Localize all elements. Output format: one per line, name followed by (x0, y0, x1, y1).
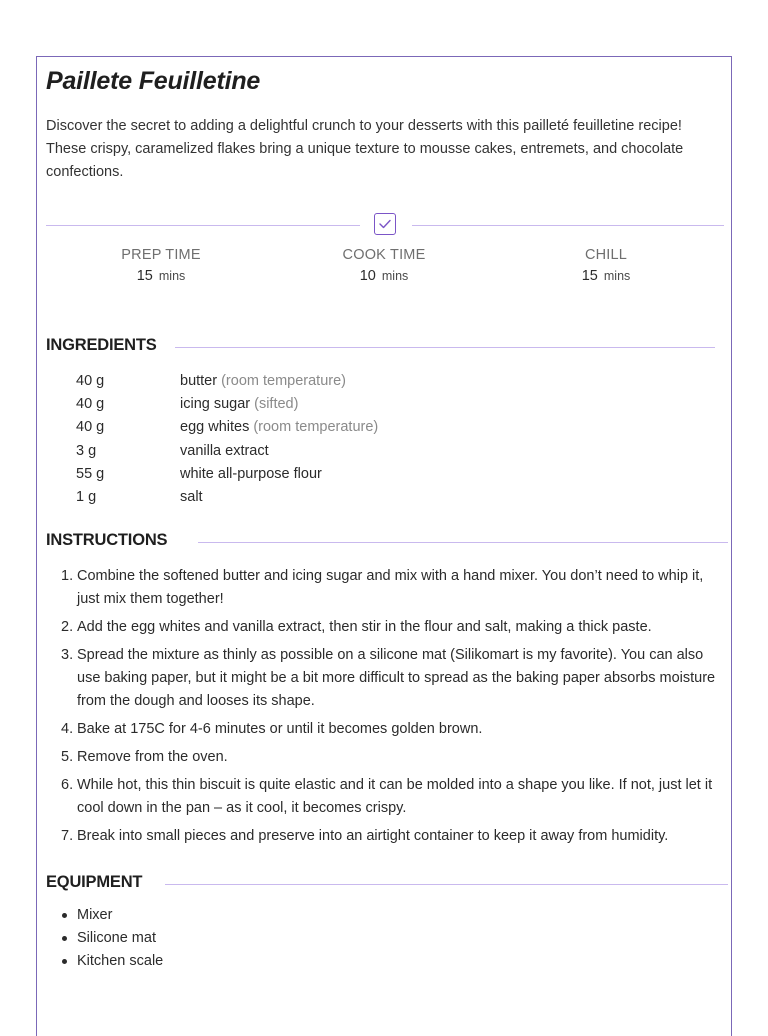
check-glyph (379, 219, 391, 229)
divider-line (412, 225, 724, 226)
step-number: 3. (61, 647, 74, 663)
recipe-times (46, 247, 724, 297)
instruction-step (61, 774, 721, 820)
time-value: 10 mins (359, 268, 409, 284)
ingredient-note: (sifted) (254, 396, 299, 413)
step-text: Remove from the oven. (77, 749, 228, 765)
ingredients-heading (46, 336, 724, 358)
time-label: COOK TIME (342, 247, 426, 263)
step-text: While hot, this thin biscuit is quite elastic and it can be molded into a shape you like. If not, just let it cool down in the pan – as it cool, it becomes crispy. (77, 777, 713, 816)
ingredient-amount: 55 g (76, 465, 105, 482)
heading-line (198, 542, 728, 543)
list-item (61, 904, 163, 927)
equipment-name: Silicone mat (77, 930, 156, 947)
step-number: 4. (61, 721, 74, 737)
cook-time (271, 247, 497, 284)
equipment-name: Mixer (77, 907, 113, 923)
list-item (76, 370, 676, 393)
ingredient-name: egg whites (room temperature) (180, 419, 379, 436)
ingredient-name: white all-purpose flour (180, 465, 322, 482)
list-item (76, 416, 676, 439)
list-item (76, 393, 676, 416)
time-label: PREP TIME (121, 247, 201, 263)
step-number: 2. (61, 619, 74, 635)
ingredient-name: icing sugar (sifted) (180, 396, 299, 413)
equipment-name: Kitchen scale (77, 953, 164, 970)
checkbox-check-icon[interactable] (374, 213, 396, 235)
instruction-step (61, 565, 721, 611)
list-item (76, 463, 676, 486)
section-title: INSTRUCTIONS (46, 531, 168, 549)
recipe-divider (46, 213, 724, 239)
instruction-step (61, 825, 721, 848)
recipe-summary: Discover the secret to adding a delightful crunch to your desserts with this pailleté feuilletine recipe! These crispy, caramelized flakes bring a unique texture to mousse cakes, entremets, and chocolate confections. (46, 118, 684, 180)
ingredient-note: (room temperature) (221, 373, 346, 389)
ingredient-amount: 40 g (76, 373, 105, 389)
instruction-step (61, 718, 721, 741)
section-title: INGREDIENTS (46, 336, 157, 354)
chill-time (493, 247, 719, 284)
list-item (61, 927, 163, 950)
ingredient-amount: 1 g (76, 488, 97, 505)
ingredient-name: salt (180, 488, 203, 505)
ingredient-amount: 3 g (76, 442, 97, 459)
step-text: Add the egg whites and vanilla extract, then stir in the flour and salt, making a thick paste. (77, 619, 652, 635)
instructions-heading (46, 531, 724, 553)
heading-line (165, 884, 728, 885)
step-number: 5. (61, 749, 74, 765)
prep-time (48, 247, 274, 284)
recipe-card (36, 56, 732, 1036)
step-number: 1. (61, 568, 74, 584)
list-item (76, 440, 676, 463)
ingredients-list (76, 370, 676, 509)
step-text: Combine the softened butter and icing sugar and mix with a hand mixer. You don’t need to whip it, just mix them together! (77, 568, 704, 607)
list-item (76, 486, 676, 509)
time-label: CHILL (584, 247, 628, 263)
bullet-icon (62, 959, 67, 964)
step-text: Spread the mixture as thinly as possible on a silicone mat (Silikomart is my favorite). You can also use baking paper, but it might be a bit more difficult to spread as the baking paper absorbs moisture from the dough and looses its shape. (77, 647, 716, 709)
heading-line (175, 347, 715, 348)
divider-line (46, 225, 360, 226)
section-title: EQUIPMENT (46, 873, 143, 891)
list-item (61, 950, 163, 973)
bullet-icon (62, 913, 67, 918)
time-value: 15 mins (136, 268, 186, 284)
ingredient-name: vanilla extract (180, 442, 269, 459)
time-value: 15 mins (581, 268, 631, 284)
instructions-list (61, 565, 721, 853)
ingredient-name: butter (room temperature) (180, 373, 346, 389)
step-number: 7. (61, 828, 74, 844)
instruction-step (61, 616, 721, 639)
ingredient-amount: 40 g (76, 419, 105, 436)
instruction-step (61, 746, 721, 769)
instruction-step (61, 644, 721, 713)
recipe-title: Paillete Feuilletine (46, 67, 261, 95)
step-text: Break into small pieces and preserve into an airtight container to keep it away from humidity. (77, 828, 669, 844)
equipment-list (61, 904, 163, 974)
equipment-heading (46, 873, 724, 895)
ingredient-amount: 40 g (76, 396, 105, 413)
ingredient-note: (room temperature) (253, 419, 379, 436)
bullet-icon (62, 936, 67, 941)
step-number: 6. (61, 777, 74, 793)
step-text: Bake at 175C for 4-6 minutes or until it becomes golden brown. (77, 721, 483, 737)
